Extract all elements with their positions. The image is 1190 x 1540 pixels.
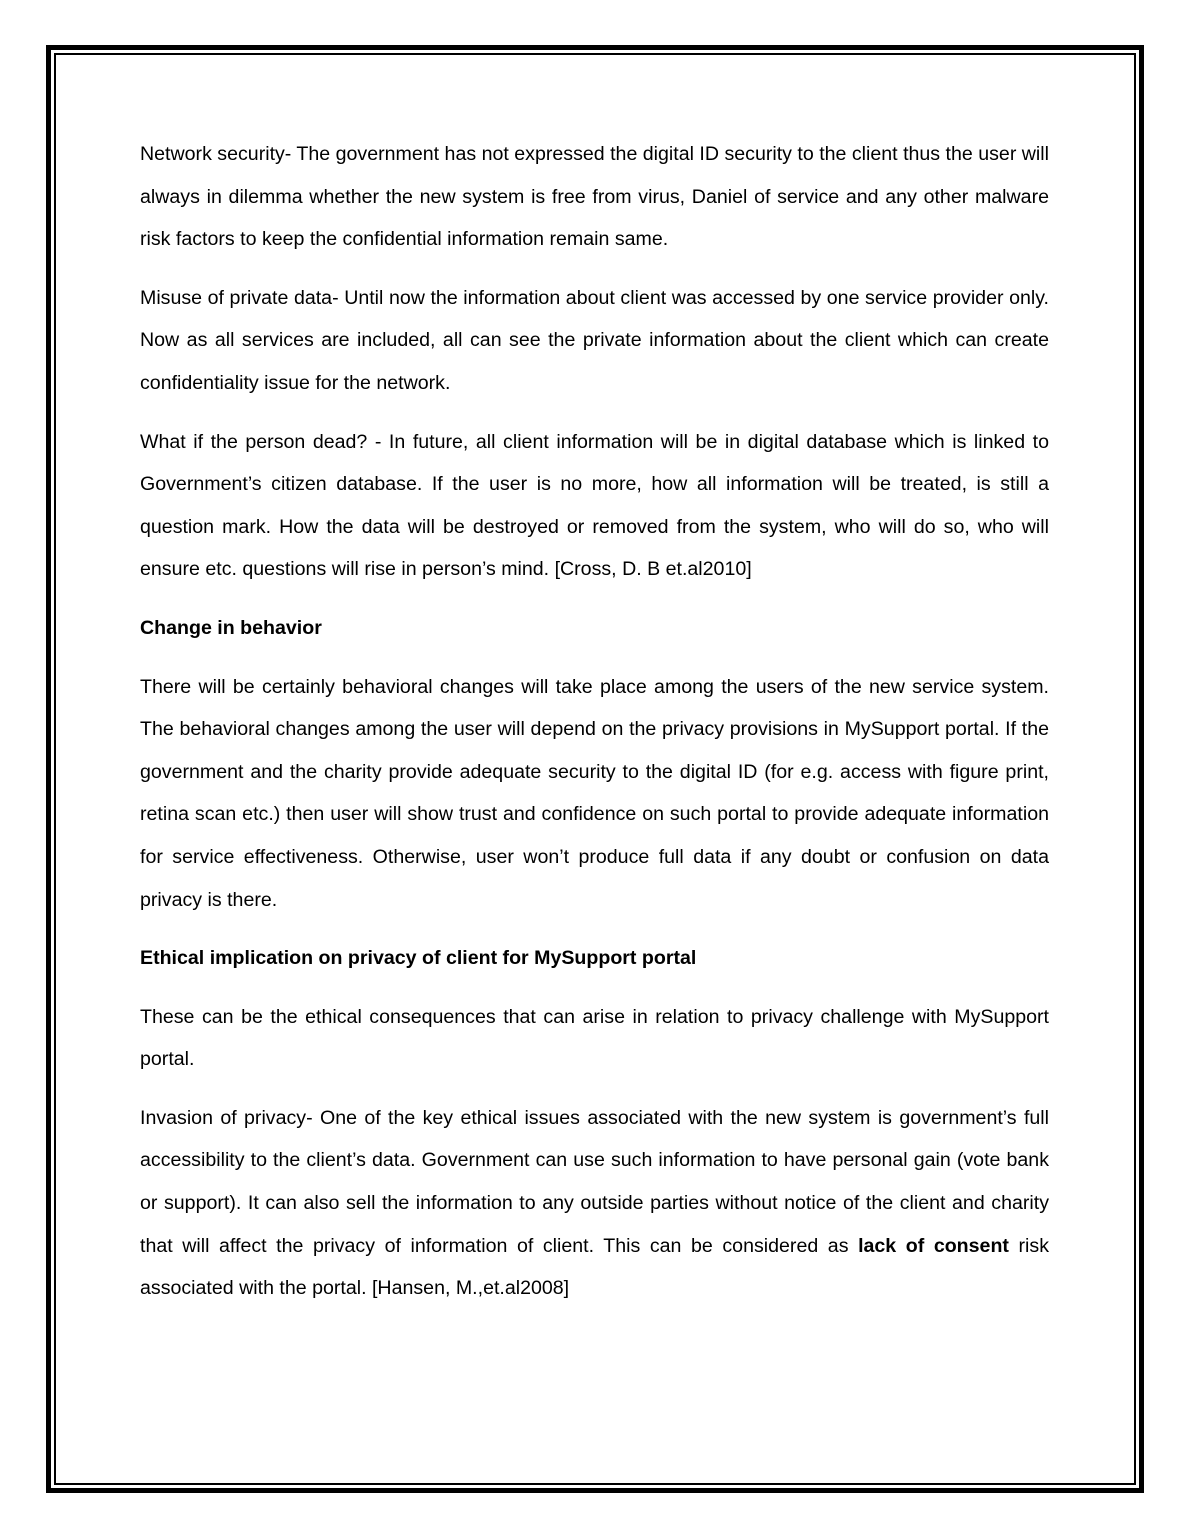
invasion-text-before: Invasion of privacy- One of the key ethical issues associated with the new system is government’s full accessibility to the client’s data. Government can use such information to have personal gain (vote bank or support). It can also sell the information to any outside parties without notice of the client and charity that will affect the privacy of information of client. This can be considered as xyxy=(140,1106,1049,1257)
paragraph-misuse-private-data: Misuse of private data- Until now the information about client was accessed by one service provider only. Now as all services are included, all can see the private information about the client which can create confidentiality issue for the network. xyxy=(140,286,1049,394)
lack-of-consent-bold: lack of consent xyxy=(858,1234,1009,1257)
heading-change-in-behavior: Change in behavior xyxy=(140,616,322,639)
invasion-text-after: risk associated with the portal. [Hansen, M.,et.al2008] xyxy=(140,1234,1049,1300)
document-body xyxy=(140,133,1049,1326)
paragraph-behavior-changes: There will be certainly behavioral changes will take place among the users of the new service system. The behavioral changes among the user will depend on the privacy provisions in MySupport portal. If the government and the charity provide adequate security to the digital ID (for e.g. access with figure print, retina scan etc.) then user will show trust and confidence on such portal to provide adequate information for service effectiveness. Otherwise, user won’t produce full data if any doubt or confusion on data privacy is there. xyxy=(140,675,1049,911)
paragraph-network-security: Network security- The government has not expressed the digital ID security to the client thus the user will always in dilemma whether the new system is free from virus, Daniel of service and any other malware risk factors to keep the confidential information remain same. xyxy=(140,143,1049,251)
paragraph-person-dead: What if the person dead? - In future, all client information will be in digital database which is linked to Government’s citizen database. If the user is no more, how all information will be treated, is still a question mark. How the data will be destroyed or removed from the system, who will do so, who will ensure etc. questions will rise in person’s mind. [Cross, D. B et.al2010] xyxy=(140,430,1049,581)
paragraph-invasion-of-privacy xyxy=(140,1097,1049,1310)
heading-ethical-implication: Ethical implication on privacy of client for MySupport portal xyxy=(140,947,697,970)
paragraph-ethical-intro: These can be the ethical consequences that can arise in relation to privacy challenge with MySupport portal. xyxy=(140,1005,1049,1071)
